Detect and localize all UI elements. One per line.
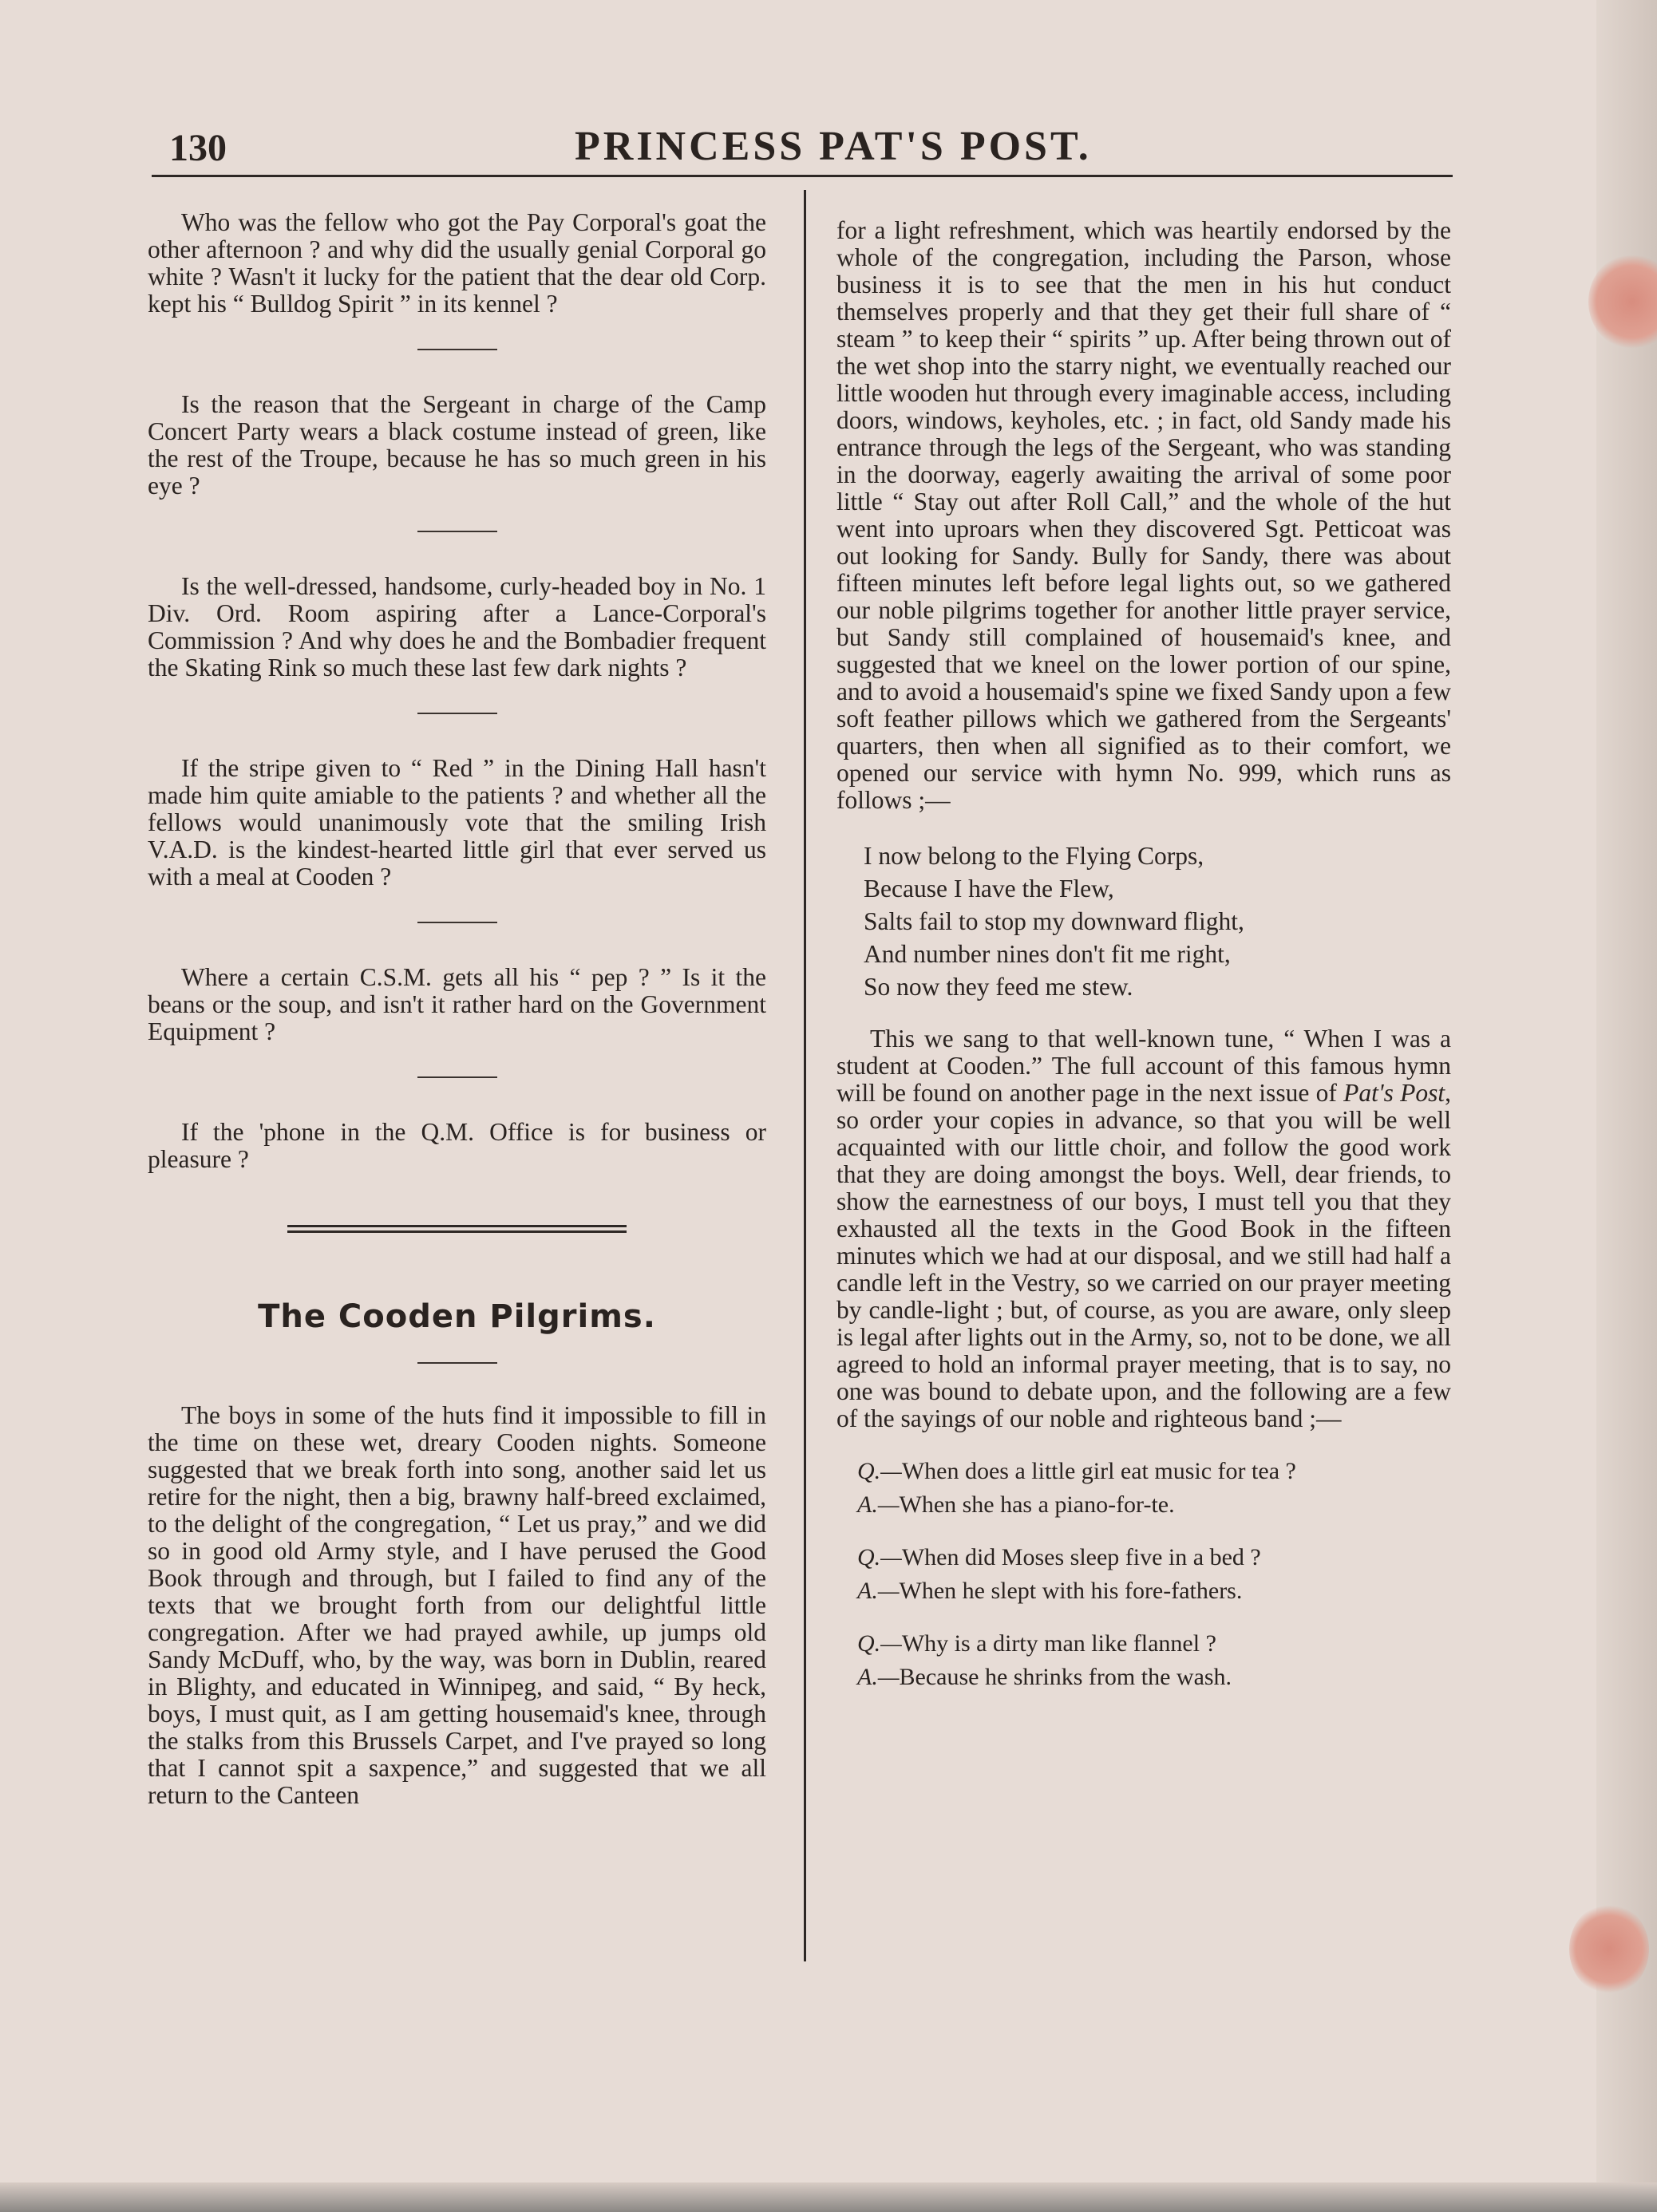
qa-pair xyxy=(857,1627,1451,1694)
question-line xyxy=(857,1541,1451,1574)
page-header xyxy=(0,120,1657,176)
qa-pair xyxy=(857,1541,1451,1608)
query-paragraph: Who was the fellow who got the Pay Corporal's goat the other afternoon ? and why did the usually genial Corporal go white ? Wasn't it lucky for the patient that the dear old Corp. kept his “ Bulldog Spirit ” in its kennel ? xyxy=(148,208,766,318)
a-prefix: A.— xyxy=(857,1491,900,1518)
column-divider xyxy=(804,190,806,1961)
separator-rule xyxy=(417,922,497,923)
separator-rule xyxy=(417,531,497,532)
article-paragraph xyxy=(836,1025,1451,1432)
hymn-line: So now they feed me stew. xyxy=(864,973,1133,1001)
article-paragraph: The boys in some of the huts find it impossible to fill in the time on these wet, dreary Cooden nights. Someone suggested that we break forth into song, another said let us retire for the night, then a big, brawny half-breed exclaimed, to the delight of the congregation, “ Let us pray,” and we did so in good old Army style, and I have perused the Good Book through and through, but I failed to find any of the texts that we brought forth from our delightful little congregation. After we had prayed awhile, up jumps old Sandy McDuff, who, by the way, was born in Dublin, reared in Blighty, and educated in Winnipeg, and said, “ By heck, boys, I must quit, as I am getting housemaid's knee, through the stalks from this Brussels Carpet, and I've prayed so long that I cannot spit a saxpence,” and suggested that we all return to the Canteen xyxy=(148,1401,766,1809)
hymn-line: Because I have the Flew, xyxy=(864,875,1114,903)
question-line xyxy=(857,1627,1451,1661)
hymn-line: Salts fail to stop my downward flight, xyxy=(864,907,1244,935)
separator-rule xyxy=(417,713,497,714)
qa-pair xyxy=(857,1455,1451,1522)
question-text: When does a little girl eat music for tea ? xyxy=(901,1458,1296,1484)
hymn-line: And number nines don't fit me right, xyxy=(864,940,1231,968)
answer-line xyxy=(857,1574,1451,1608)
page-bottom-edge xyxy=(0,2182,1657,2212)
a-prefix: A.— xyxy=(857,1578,900,1604)
section-double-rule xyxy=(287,1225,627,1233)
answer-line xyxy=(857,1488,1451,1522)
question-text: When did Moses sleep five in a bed ? xyxy=(901,1544,1261,1570)
page-number: 130 xyxy=(169,127,227,169)
question-line xyxy=(857,1455,1451,1488)
query-paragraph: If the 'phone in the Q.M. Office is for business or pleasure ? xyxy=(148,1118,766,1173)
left-column xyxy=(148,209,766,1809)
paper-stain-lower xyxy=(1569,1903,1649,1995)
query-paragraph: If the stripe given to “ Red ” in the Dining Hall hasn't made him quite amiable to the patients ? and whether all the fellows would unanimously vote that the smiling Irish V.A.D. is the kindest-hearted little girl that ever served us with a meal at Cooden ? xyxy=(148,754,766,891)
answer-text: When she has a piano-for-te. xyxy=(899,1491,1175,1518)
article-continuation: for a light refreshment, which was heartily endorsed by the whole of the congregation, including the Parson, whose business it is to see that the men in his hut conduct themselves properly and that they get their full share of “ steam ” to keep their “ spirits ” up. After being thrown out of the wet shop into the starry night, we eventually reached our little wooden hut through every imaginable access, including doors, windows, keyholes, etc. ; in fact, old Sandy made his entrance through the legs of the Sergeant, who was standing in the doorway, eagerly awaiting the arrival of some poor little “ Stay out after Roll Call,” and the whole of the hut went into uproars when they discovered Sgt. Petticoat was out looking for Sandy. Bully for Sandy, there was about fifteen minutes left before legal lights out, so we gathered our noble pilgrims together for another little prayer service, but Sandy still complained of housemaid's knee, and suggested that we kneel on the lower portion of our spine, and to avoid a housemaid's spine we fixed Sandy upon a few soft feather pillows which we gathered from the Sergeants' quarters, then when all signified as to their comfort, we opened our service with hymn No. 999, which runs as follows ;— xyxy=(836,216,1451,814)
separator-rule xyxy=(417,1076,497,1078)
section-title: The Cooden Pilgrims. xyxy=(258,1298,656,1335)
answer-text: Because he shrinks from the wash. xyxy=(899,1664,1232,1690)
answer-line xyxy=(857,1661,1451,1694)
a-prefix: A.— xyxy=(857,1664,900,1690)
paragraph-text: This we sang to that well-known tune, “ When I was a student at Cooden.” The full account of this famous hymn will be found on another page in the next issue of xyxy=(836,1025,1451,1107)
right-column xyxy=(836,217,1451,1694)
answer-text: When he slept with his fore-fathers. xyxy=(899,1578,1243,1604)
q-prefix: Q.— xyxy=(857,1544,902,1570)
query-paragraph: Is the well-dressed, handsome, curly-headed boy in No. 1 Div. Ord. Room aspiring after a Lance-Corporal's Commission ? And why does he and the Bombadier frequent the Skating Rink so much these last few dark nights ? xyxy=(148,572,766,681)
title-underline xyxy=(417,1362,497,1364)
paragraph-text: , so order your copies in advance, so that you will be well acquainted with our little choir, and follow the good work that they are doing amongst the boys. Well, dear friends, to show the earnestness of our boys, I must tell you that they exhausted all the texts in the Good Book in the fifteen minutes which we had at our disposal, and we still had half a candle left in the Vestry, so we carried on our prayer meeting by candle-light ; but, of course, as you are aware, only sleep is legal after lights out in the Army, so, not to be done, we all agreed to hold an informal prayer meeting, that is to say, no one was bound to debate upon, and the following are a few of the sayings of our noble and righteous band ;— xyxy=(836,1079,1451,1432)
masthead-title: PRINCESS PAT'S POST. xyxy=(575,124,1092,169)
question-text: Why is a dirty man like flannel ? xyxy=(901,1630,1216,1657)
query-paragraph: Where a certain C.S.M. gets all his “ pep ? ” Is it the beans or the soup, and isn't it rather hard on the Government Equipment ? xyxy=(148,963,766,1045)
query-paragraph: Is the reason that the Sergeant in charge of the Camp Concert Party wears a black costume instead of green, like the rest of the Troupe, because he has so much green in his eye ? xyxy=(148,390,766,500)
hymn-line: I now belong to the Flying Corps, xyxy=(864,842,1204,870)
separator-rule xyxy=(417,349,497,350)
header-rule xyxy=(152,175,1453,177)
publication-title: Pat's Post xyxy=(1343,1079,1445,1107)
hymn-verse xyxy=(864,839,1451,1003)
q-prefix: Q.— xyxy=(857,1458,902,1484)
q-prefix: Q.— xyxy=(857,1630,902,1657)
